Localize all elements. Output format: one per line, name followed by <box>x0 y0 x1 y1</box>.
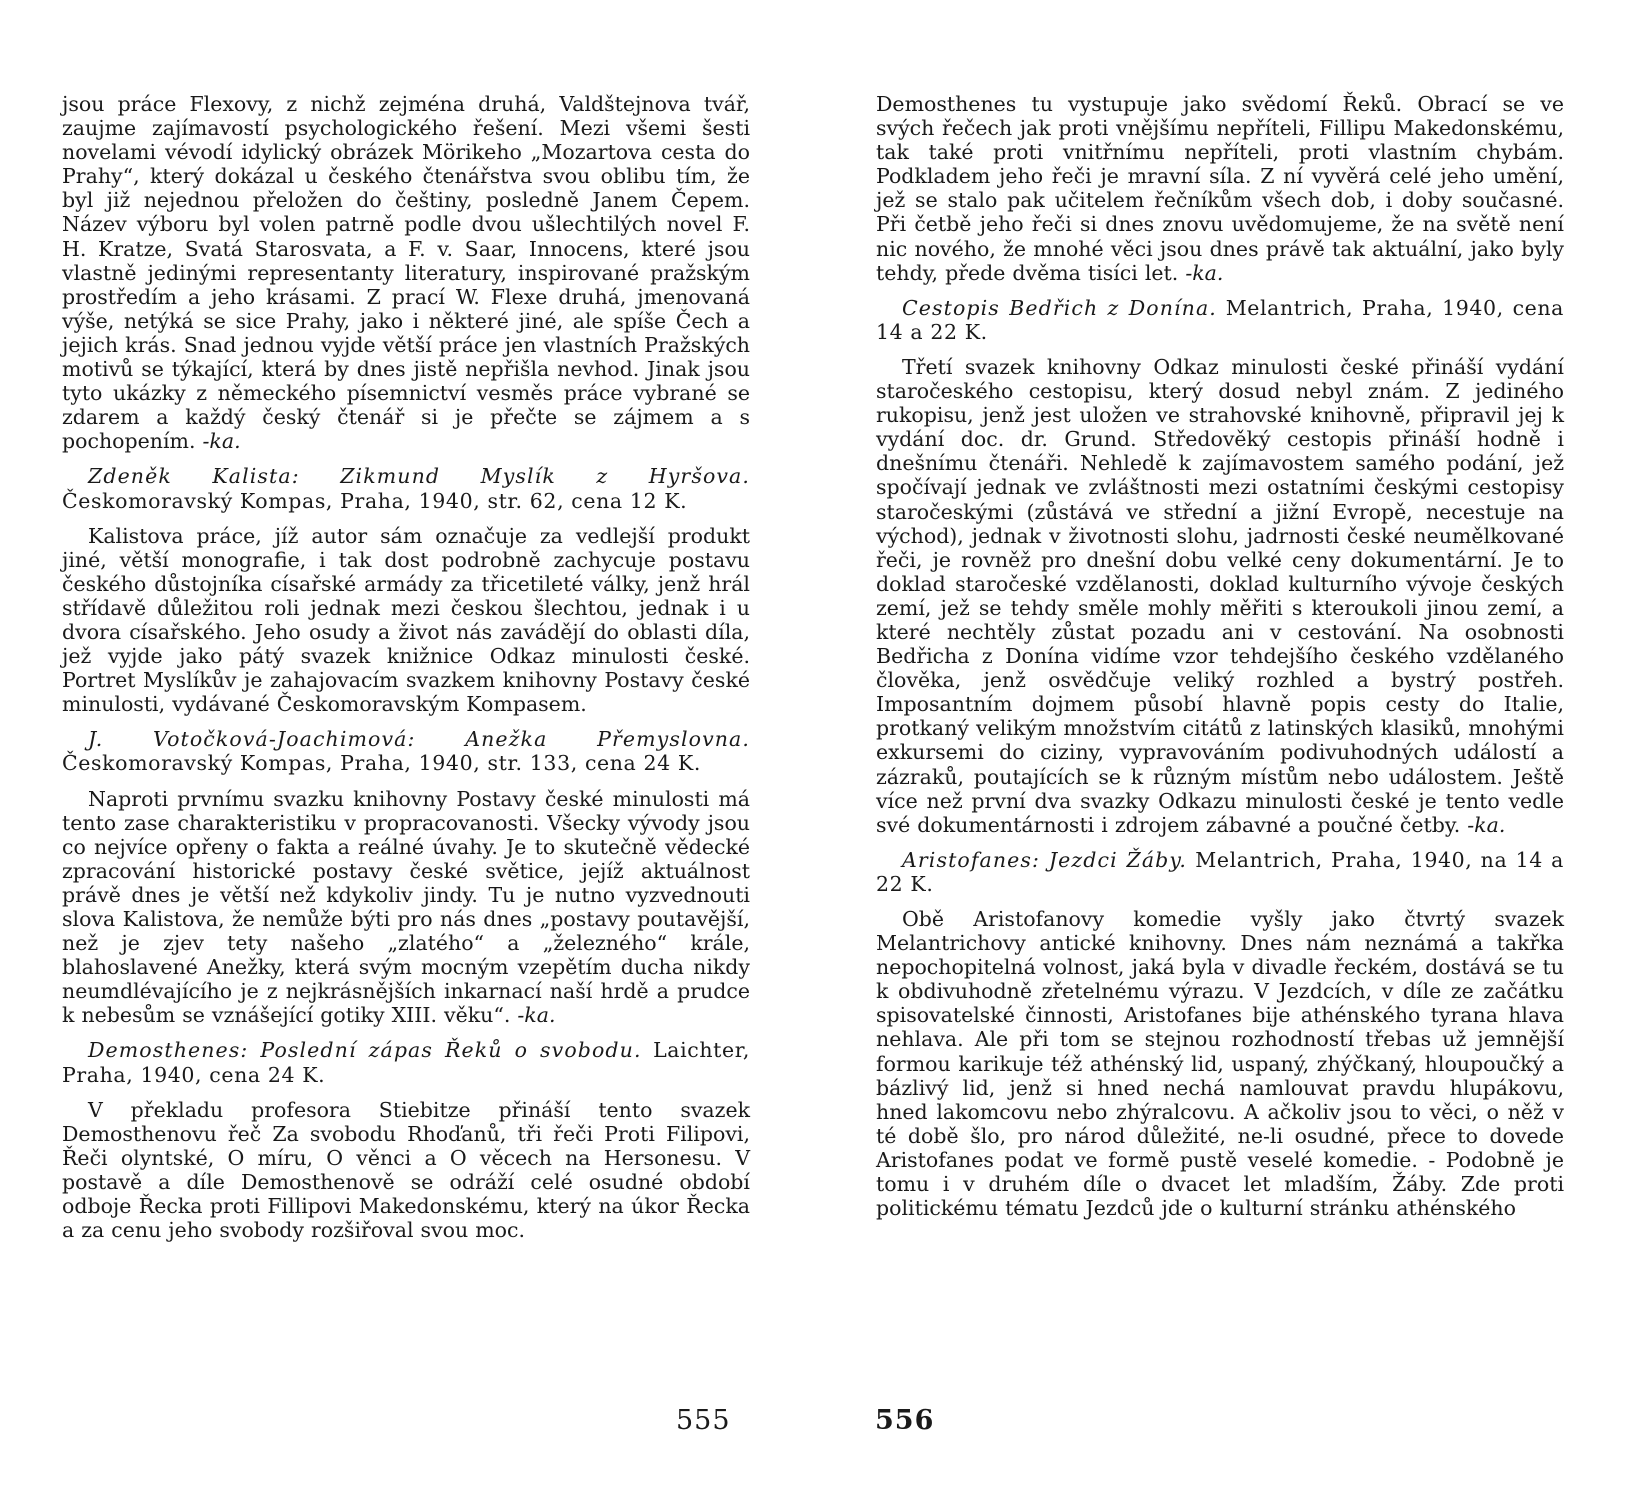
paragraph-text: Kalistova práce, jíž autor sám označuje za vedlejší produkt jiné, větší monografie, i tak dost podrobně zachycuje postavu českého důstojníka císařské armády za třicetileté války, jenž hrál střídavě důležitou roli jednak mezi českou šlechtou, jednak i u dvora císařského. Jeho osudy a život nás zavádějí do oblasti díla, jež vyjde jako pátý svazek knižnice Odkaz minulosti české. Portret Myslíkův je zahajovacím svazkem knihovny Postavy české minulosti, vydávané Českomoravským Kompasem. <box>62 523 750 717</box>
page-number-left: 555 <box>676 1405 731 1436</box>
paragraph-text: jsou práce Flexovy, z nichž zejména druhá, Valdštejnova tvář, zaujme zajímavostí psychologického řešení. Mezi všemi šesti novelami vévodí idylický obrázek Mörikeho „Mozartova cesta do Prahy“, který dokázal u českého čtenářstva svou oblibu tím, že byl již nejednou přeložen do češtiny, posledně Janem Čepem. Název výboru byl volen patrně podle dvou ušlechtilých novel F. H. Kratze, Svatá Starosvata, a F. v. Saar, Innocens, které jsou vlastně jedinými representanty literatury, inspirované pražským prostředím a jeho krásami. Z prací W. Flexe druhá, jmenovaná výše, netýká se sice Prahy, jako i některé jiné, ale spíše Čech a jejich krás. Snad jednou vyjde větší práce jen vlastních Pražských motivů se týkající, která by dnes jistě nepřišla nevhod. Jinak jsou tyto ukázky z německého písemnictví vesměs práce vybrané se zdarem a každý český čtenář si je přečte se zájmem a s pochopením. <box>62 92 750 454</box>
review-title: Demosthenes: Poslední zápas Řeků o svobodu. <box>88 1038 642 1063</box>
review-title: Zdeněk Kalista: Zikmund Myslík z Hyršova. <box>88 464 750 489</box>
page-number-right: 556 <box>875 1405 935 1436</box>
review-title: Cestopis Bedřich z Donína. <box>902 295 1217 320</box>
paragraph-continued <box>876 92 1564 285</box>
paragraph-text: Obě Aristofanovy komedie vyšly jako čtvrtý svazek Melantrichovy antické knihovny. Dnes nám neznámá a takřka nepochopitelná volnost, jaká byla v divadle řeckém, dostává se tu k obdivuhodně zřetelnému výrazu. V Jezdcích, v díle ze začátku spisovatelské činnosti, Aristofanes bije athénského tyrana hlava nehlava. Ale při tom se stejnou rozhodností třebas už jemnější formou karikuje též athénský lid, uspaný, zhýčkaný, hloupoučký a bázlivý lid, jenž si hned nechá namlouvat pravdu hlupákovu, hned lakomcovu nebo zhýralcovu. A ačkoliv jsou to věci, o něž v té době šlo, pro národ důležité, ne-li osudné, přece to dovede Aristofanes podat ve formě pustě veselé komedie. - Podobně je tomu i v druhém díle o dvacet let mladším, Žáby. Zde proti politickému tématu Jezdců jde o kulturní stránku athénského <box>876 907 1564 1221</box>
review-details: Českomoravský Kompas, Praha, 1940, str. 62, cena 12 K. <box>62 488 688 513</box>
review-details: Českomoravský Kompas, Praha, 1940, str. 133, cena 24 K. <box>62 751 701 776</box>
reviewer-signature: -ka. <box>1185 260 1224 285</box>
review-paragraph <box>876 355 1564 837</box>
review-heading <box>62 1038 750 1086</box>
review-title: Aristofanes: Jezdci Žáby. <box>902 847 1187 872</box>
review-heading <box>876 848 1564 896</box>
left-page <box>62 92 750 1253</box>
review-details: Melantrich, Praha, 1940, cena 14 a 22 K. <box>876 295 1565 344</box>
review-paragraph <box>876 907 1564 1220</box>
review-paragraph <box>62 524 750 717</box>
review-details: Melantrich, Praha, 1940, na 14 a 22 K. <box>876 847 1564 896</box>
review-details: Laichter, Praha, 1940, cena 24 K. <box>62 1038 750 1087</box>
reviewer-signature: -ka. <box>517 1003 556 1028</box>
reviewer-signature: -ka. <box>202 429 241 454</box>
review-heading <box>62 464 750 512</box>
paragraph-text: Třetí svazek knihovny Odkaz minulosti české přináší vydání staročeského cestopisu, který dosud nebyl znám. Z jediného rukopisu, jenž jest uložen ve strahovské knihovně, připravil jej k vydání doc. dr. Grund. Středověký cestopis přináší hodně i dnešnímu čtenáři. Nehledě k zajímavostem samého podání, jež spočívají jednak ve zvláštnosti mezi ostatními českými cestopisy staročeskými (zůstává ve střední a jižní Evropě, necestuje na východ), jednak v životnosti slohu, jadrnosti české neumělkované řeči, je rovněž pro dnešní dobu velké ceny dokumentární. Je to doklad staročeské vzdělanosti, doklad kulturního vývoje českých zemí, jež se tehdy směle mohly měřiti s kteroukoli jinou zemí, a které nechtěly zůstat pozadu ani v cestování. Na osobnosti Bedřicha z Donína vidíme vzor tehdejšího českého vzdělaného člověka, jenž osvědčuje veliký rozhled a bystrý postřeh. Imposantním dojmem působí hlavně popis cesty do Italie, protkaný velikým množstvím citátů z latinských klasiků, mnohými exkursemi do ciziny, vypravováním podivuhodných událostí a zázraků, poutajících se k různým místům nebo událostem. Ještě více než první dva svazky Odkazu minulosti české je tento vedle své dokumentárnosti i zdrojem zábavné a poučné četby. <box>876 354 1564 837</box>
paragraph-continued <box>62 92 750 453</box>
paragraph-text: Naproti prvnímu svazku knihovny Postavy české minulosti má tento zase charakteristiku v propracovanosti. Všecky vývody jsou co nejvíce opřeny o fakta a reálné úvahy. Je to skutečně vědecké zpracování historické postavy české světice, jejíž aktuálnost právě dnes je větší než kdykoliv jindy. Tu je nutno vyzvednouti slova Kalistova, že nemůže býti pro nás dnes „postavy poutavější, než je zjev tety našeho „zlatého“ a „železného“ krále, blahoslavené Anežky, která svým mocným vzepětím ducha nikdy neumdlévajícího je z nejkrásnějších inkarnací naší hrdě a prudce k nebesům se vznášející gotiky XIII. věku“. <box>62 786 750 1028</box>
review-paragraph <box>62 787 750 1028</box>
right-page <box>876 92 1564 1231</box>
review-heading <box>876 296 1564 344</box>
reviewer-signature: -ka. <box>1467 812 1506 837</box>
paragraph-text: V překladu profesora Stiebitze přináší tento svazek Demosthenovu řeč Za svobodu Rhoďanů, tři řeči Proti Filipovi, Řeči olyntské, O míru, O věnci a O věcech na Hersonesu. V postavě a díle Demosthenově se odráží celé osudné období odboje Řecka proti Fillipovi Makedonskému, který na úkor Řecka a za cenu jeho svobody rozšiřoval svou moc. <box>62 1097 750 1243</box>
review-heading <box>62 727 750 775</box>
review-title: J. Votočková-Joachimová: Anežka Přemyslovna. <box>88 727 750 752</box>
paragraph-text: Demosthenes tu vystupuje jako svědomí Řeků. Obrací se ve svých řečech jak proti vnějšímu nepříteli, Fillipu Makedonskému, tak také proti vnitřnímu nepříteli, proti vlastním chybám. Podkladem jeho řeči je mravní síla. Z ní vyvěrá celé jeho umění, jež se stalo pak učitelem řečníkům všech dob, i doby současné. Při četbě jeho řeči si dnes znovu uvědomujeme, že na světě není nic nového, že mnohé věci jsou dnes právě tak aktuální, jako byly tehdy, přede dvěma tisíci let. <box>876 92 1564 285</box>
review-paragraph <box>62 1098 750 1243</box>
